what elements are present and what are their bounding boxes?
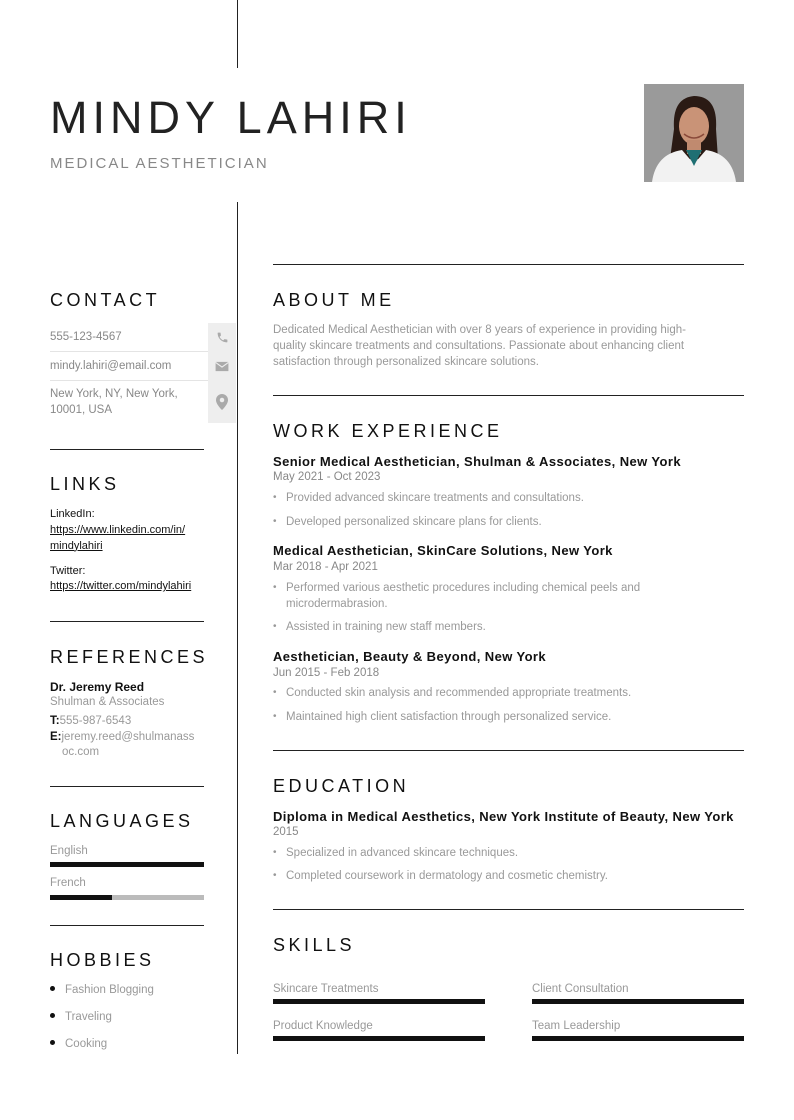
divider-education xyxy=(273,909,744,910)
bullet-text: • Assisted in training new staff members. xyxy=(286,621,486,633)
references-heading: REFERENCES xyxy=(50,647,209,667)
divider-contact xyxy=(50,449,204,450)
contact-address-line2: 10001, USA xyxy=(50,404,113,416)
candidate-name: MINDY LAHIRI xyxy=(50,92,412,143)
hobbies-heading: HOBBIES xyxy=(50,950,155,970)
job-bullet xyxy=(273,514,703,530)
degree-title: Diploma in Medical Aesthetics, New York Institute of Beauty, New York xyxy=(273,809,734,824)
language-french-bar xyxy=(50,895,204,900)
language-english-bar xyxy=(50,862,204,867)
bullet-text: • Provided advanced skincare treatments and consultations. xyxy=(286,492,584,504)
job-bullet xyxy=(273,490,703,506)
skill-bar xyxy=(273,1036,485,1041)
about-text xyxy=(273,322,733,370)
portrait-image xyxy=(644,84,744,182)
reference-email-line2[interactable]: oc.com xyxy=(62,746,100,758)
job-bullet xyxy=(273,580,703,612)
twitter-url[interactable]: https://twitter.com/mindylahiri xyxy=(50,580,192,592)
job-title: Senior Medical Aesthetician, Shulman & Associates, New York xyxy=(273,454,681,469)
skill-item xyxy=(273,1020,485,1041)
job-bullet xyxy=(273,709,703,725)
divider-experience xyxy=(273,750,744,751)
divider-references xyxy=(50,786,204,787)
reference-phone-label: T: xyxy=(50,715,60,727)
about-line: Dedicated Medical Aesthetician with over 8 years of experience in providing high- xyxy=(273,324,686,336)
reference-email-row xyxy=(50,731,220,743)
twitter-link[interactable] xyxy=(50,579,220,595)
bullet-dot xyxy=(50,1013,55,1018)
bullet-dot xyxy=(50,986,55,991)
bullet-text: • Specialized in advanced skincare techniques. xyxy=(286,847,519,859)
skill-bar xyxy=(532,1036,744,1041)
reference-company: Shulman & Associates xyxy=(50,696,165,708)
language-english: English xyxy=(50,845,88,857)
hobby-label: Fashion Blogging xyxy=(65,984,154,996)
skill-bar xyxy=(532,999,744,1004)
vertical-divider-top xyxy=(237,0,238,68)
contact-phone[interactable]: 555-123-4567 xyxy=(50,331,122,343)
skill-item xyxy=(273,983,485,1004)
about-line: satisfaction through personalized skincare solutions. xyxy=(273,356,539,368)
profile-photo xyxy=(644,84,744,182)
contact-email[interactable]: mindy.lahiri@email.com xyxy=(50,360,172,372)
job-dates: Mar 2018 - Apr 2021 xyxy=(273,561,378,573)
phone-icon xyxy=(208,323,236,352)
skill-item xyxy=(532,983,744,1004)
hobby-item xyxy=(50,1038,107,1050)
linkedin-url-line2[interactable]: mindylahiri xyxy=(50,539,103,552)
reference-name: Dr. Jeremy Reed xyxy=(50,680,145,694)
linkedin-label: LinkedIn: xyxy=(50,508,95,520)
about-line: quality skincare treatments and consultations. Passionate about enhancing client xyxy=(273,340,685,352)
links-heading: LINKS xyxy=(50,474,120,494)
hobby-item xyxy=(50,1011,112,1023)
job-bullet xyxy=(273,619,703,635)
hobby-label: Traveling xyxy=(65,1011,112,1023)
bullet-text: • Completed coursework in dermatology and cosmetic chemistry. xyxy=(286,870,608,882)
experience-heading: WORK EXPERIENCE xyxy=(273,421,503,441)
job-dates: Jun 2015 - Feb 2018 xyxy=(273,667,380,679)
location-pin-icon xyxy=(208,381,236,423)
vertical-divider xyxy=(237,202,238,1054)
skill-item xyxy=(532,1020,744,1041)
reference-email-label: E: xyxy=(50,731,62,743)
candidate-title: MEDICAL AESTHETICIAN xyxy=(50,155,269,172)
bullet-dot xyxy=(50,1040,55,1045)
linkedin-url-line1[interactable]: https://www.linkedin.com/in/ xyxy=(50,524,186,536)
bullet-text: • Maintained high client satisfaction through personalized service. xyxy=(286,711,612,723)
divider-about xyxy=(273,395,744,396)
divider-languages xyxy=(50,925,204,926)
divider-links xyxy=(50,621,204,622)
about-heading: ABOUT ME xyxy=(273,290,395,310)
reference-email-line1[interactable]: jeremy.reed@shulmanass xyxy=(61,731,195,743)
reference-phone[interactable]: 555-987-6543 xyxy=(59,715,132,727)
bullet-text: • Conducted skin analysis and recommended appropriate treatments. xyxy=(286,687,632,699)
linkedin-link[interactable] xyxy=(50,523,220,554)
job-title: Aesthetician, Beauty & Beyond, New York xyxy=(273,649,547,664)
skill-label: Skincare Treatments xyxy=(273,983,379,995)
skill-label: Client Consultation xyxy=(532,983,629,995)
language-french-bar-fill xyxy=(50,895,112,900)
degree-year: 2015 xyxy=(273,826,299,838)
skills-heading: SKILLS xyxy=(273,935,356,955)
languages-heading: LANGUAGES xyxy=(50,811,194,831)
education-bullet xyxy=(273,845,703,861)
job-dates: May 2021 - Oct 2023 xyxy=(273,471,381,483)
skill-bar xyxy=(273,999,485,1004)
education-heading: EDUCATION xyxy=(273,776,410,796)
contact-heading: CONTACT xyxy=(50,290,161,310)
skill-label: Product Knowledge xyxy=(273,1020,373,1032)
bullet-text: microdermabrasion. xyxy=(286,598,388,610)
job-bullet xyxy=(273,685,703,701)
job-title: Medical Aesthetician, SkinCare Solutions, New York xyxy=(273,543,613,558)
reference-phone-row xyxy=(50,715,204,727)
bullet-text: • Developed personalized skincare plans for clients. xyxy=(286,516,542,528)
contact-address-line1: New York, NY, New York, xyxy=(50,388,178,400)
skill-label: Team Leadership xyxy=(532,1020,621,1032)
mail-icon xyxy=(208,352,236,381)
hobby-label: Cooking xyxy=(65,1038,108,1050)
hobby-item xyxy=(50,984,154,996)
education-bullet xyxy=(273,868,703,884)
bullet-text: • Performed various aesthetic procedures including chemical peels and xyxy=(286,582,641,594)
language-french: French xyxy=(50,877,86,889)
twitter-label: Twitter: xyxy=(50,565,86,577)
divider-top-right xyxy=(273,264,744,265)
